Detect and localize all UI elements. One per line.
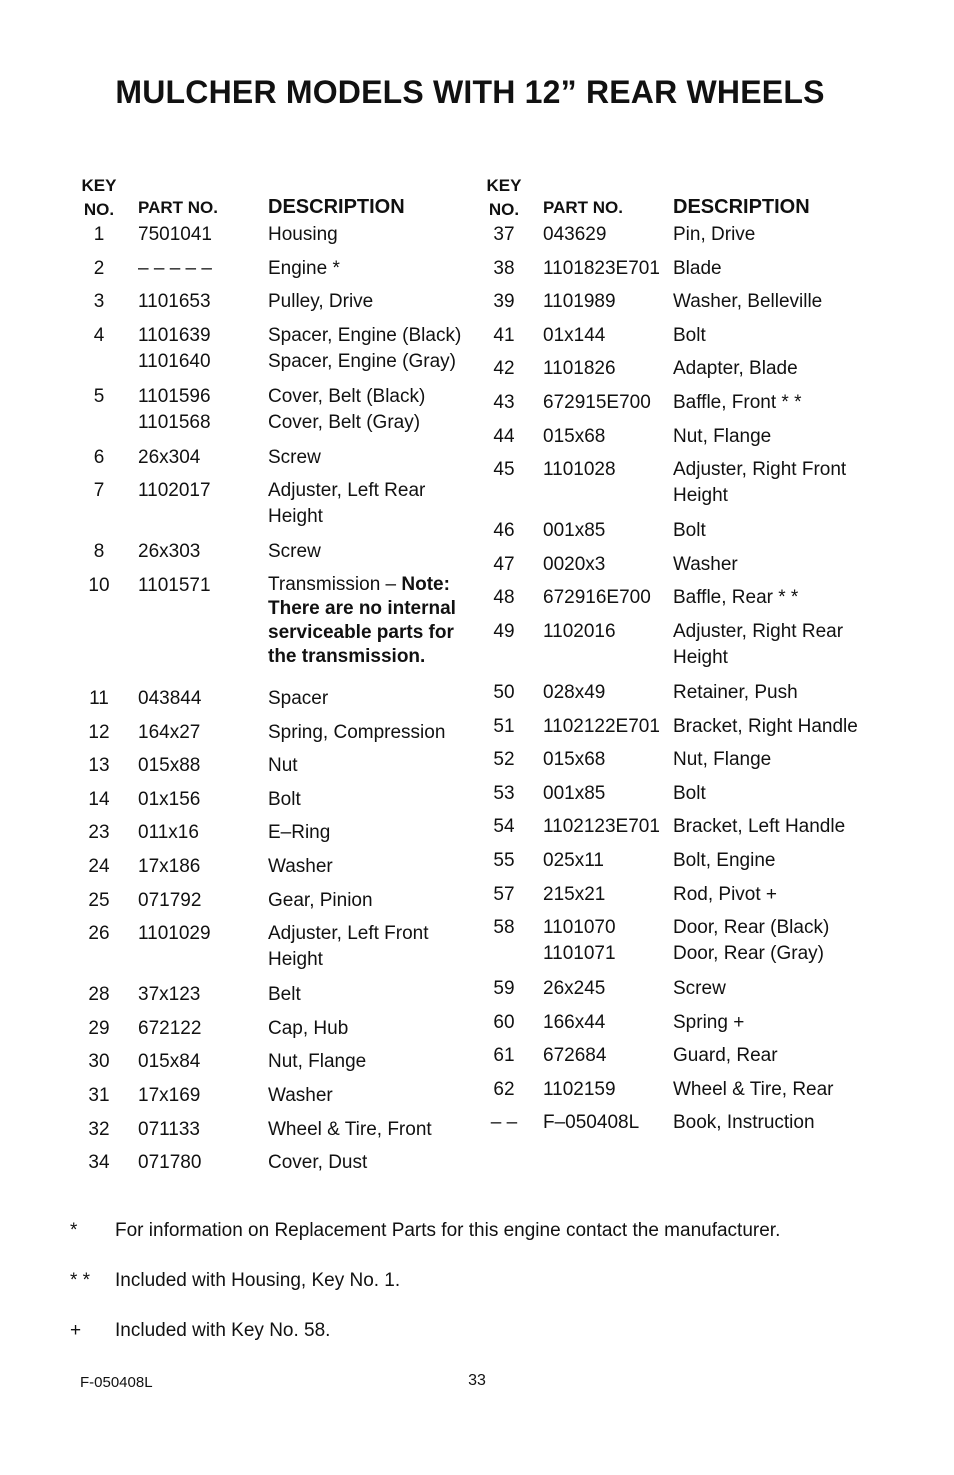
part-no: 1101826 <box>543 358 616 380</box>
table-row <box>485 256 905 290</box>
footnote-symbol: * <box>70 1220 78 1241</box>
key-no: 24 <box>88 855 110 877</box>
part-no: 001x85 <box>543 782 606 804</box>
key-no: 38 <box>493 257 515 279</box>
description: Wheel & Tire, Rear <box>673 1078 834 1100</box>
key-no: 50 <box>493 681 515 703</box>
description: Housing <box>268 224 338 245</box>
table-row <box>485 1010 905 1044</box>
part-no: 26x303 <box>138 541 201 563</box>
table-row <box>80 573 500 686</box>
description: Nut <box>268 755 298 777</box>
table-row <box>485 747 905 781</box>
description: Baffle, Rear * * <box>673 587 799 609</box>
page-title: MULCHER MODELS WITH 12” REAR WHEELS <box>115 74 825 110</box>
key-no: 44 <box>493 425 515 447</box>
page-number: 33 <box>468 1372 486 1389</box>
table-row <box>80 1117 500 1151</box>
description: Washer <box>268 1084 333 1106</box>
description: Screw <box>268 446 321 468</box>
table-row <box>485 1043 905 1077</box>
description <box>268 573 508 669</box>
part-no: 672915E700 <box>543 391 651 413</box>
part-no: 015x68 <box>543 749 606 771</box>
description: Adjuster, Right Rear Height <box>673 620 844 668</box>
table-row <box>485 915 905 976</box>
key-no: 32 <box>88 1118 110 1140</box>
description: Cover, Belt (Black) Cover, Belt (Gray) <box>268 385 426 433</box>
table-row <box>80 921 500 982</box>
key-no: 3 <box>93 291 105 313</box>
description: Nut, Flange <box>673 425 772 447</box>
table-row <box>485 1110 905 1144</box>
key-no: 30 <box>88 1051 110 1073</box>
description: Adjuster, Left Rear Height <box>268 480 426 528</box>
key-no: 29 <box>88 1017 110 1039</box>
part-no: 672122 <box>138 1017 202 1039</box>
key-no: 26 <box>88 923 110 945</box>
part-no: 1101571 <box>138 574 211 596</box>
key-no: 54 <box>493 816 515 838</box>
footnote <box>70 1270 890 1320</box>
table-row <box>485 356 905 390</box>
table-row <box>485 585 905 619</box>
description: Book, Instruction <box>673 1112 815 1134</box>
description: Engine * <box>268 257 340 279</box>
key-no: 49 <box>493 620 515 642</box>
description: E–Ring <box>268 822 331 844</box>
key-no: 53 <box>493 782 515 804</box>
part-no: 1101070 1101071 <box>543 917 616 965</box>
key-no: 7 <box>93 480 105 502</box>
part-no: 011x16 <box>138 822 199 844</box>
table-row <box>485 814 905 848</box>
description: Bolt <box>268 788 301 810</box>
key-no: 1 <box>93 224 105 245</box>
part-no: 164x27 <box>138 721 201 743</box>
part-no: 166x44 <box>543 1011 606 1033</box>
key-no: 46 <box>493 520 515 542</box>
description: Adjuster, Left Front Height <box>268 923 429 971</box>
part-no: 025x11 <box>543 849 604 871</box>
part-no: 215x21 <box>543 883 606 905</box>
key-no: 31 <box>88 1084 110 1106</box>
key-no: 61 <box>493 1045 515 1067</box>
table-row <box>485 680 905 714</box>
part-no: 17x169 <box>138 1084 201 1106</box>
key-no: 13 <box>88 755 110 777</box>
key-no: 42 <box>493 358 515 380</box>
table-row <box>80 539 500 573</box>
key-no: 55 <box>493 849 515 871</box>
part-no: 1101653 <box>138 291 211 313</box>
key-no: 41 <box>493 324 515 346</box>
footnotes <box>70 1220 890 1370</box>
part-no: 17x186 <box>138 855 201 877</box>
key-no: 28 <box>88 984 110 1006</box>
footnote-symbol: + <box>70 1320 82 1341</box>
description: Pulley, Drive <box>268 291 374 313</box>
description: Spring, Compression <box>268 721 446 743</box>
description: Spacer <box>268 687 329 709</box>
description: Cover, Dust <box>268 1152 368 1174</box>
key-no: 39 <box>493 291 515 313</box>
table-row <box>485 457 905 518</box>
key-no: 6 <box>93 446 105 468</box>
description: Wheel & Tire, Front <box>268 1118 432 1140</box>
table-row <box>80 720 500 754</box>
description: Gear, Pinion <box>268 889 373 911</box>
key-no: 12 <box>88 721 110 743</box>
table-row <box>485 289 905 323</box>
part-no: 015x68 <box>543 425 606 447</box>
part-no: 672916E700 <box>543 587 651 609</box>
key-no: 4 <box>93 324 105 346</box>
footnote <box>70 1320 890 1370</box>
table-row <box>80 478 500 539</box>
table-row <box>485 882 905 916</box>
key-no: 11 <box>89 687 109 709</box>
table-row <box>80 787 500 821</box>
footnote <box>70 1220 890 1270</box>
key-no: 47 <box>493 553 515 575</box>
part-no: 26x304 <box>138 446 201 468</box>
description-text: Transmission – <box>268 573 402 595</box>
key-no: 5 <box>93 385 105 407</box>
part-no: 015x88 <box>138 755 201 777</box>
table-row <box>80 384 500 445</box>
table-row <box>485 619 905 680</box>
table-row <box>485 848 905 882</box>
header-description: DESCRIPTION <box>268 196 405 218</box>
table-row <box>485 781 905 815</box>
description: Retainer, Push <box>673 681 798 703</box>
part-no: 1101028 <box>543 459 616 481</box>
table-row <box>485 518 905 552</box>
key-no: 23 <box>88 822 110 844</box>
description: Adapter, Blade <box>673 358 798 380</box>
description: Nut, Flange <box>673 749 772 771</box>
key-no: 10 <box>88 574 110 596</box>
key-no: 60 <box>493 1011 515 1033</box>
table-row <box>80 854 500 888</box>
description: Bracket, Right Handle <box>673 715 858 737</box>
table-row <box>80 289 500 323</box>
part-no: 1101639 1101640 <box>138 324 211 372</box>
description: Washer <box>268 855 333 877</box>
key-no: – – <box>490 1112 518 1134</box>
header-part-no: PART NO. <box>138 198 218 217</box>
part-no: 071133 <box>138 1118 200 1140</box>
parts-table-right <box>485 170 905 1144</box>
key-no: 45 <box>493 459 515 481</box>
table-row <box>80 982 500 1016</box>
description: Bolt, Engine <box>673 849 776 871</box>
document-code: F-050408L <box>80 1374 153 1391</box>
part-no: 1101029 <box>138 923 211 945</box>
footnote-symbol: * * <box>70 1270 91 1291</box>
table-row <box>80 753 500 787</box>
key-no: 48 <box>493 587 515 609</box>
table-row <box>485 552 905 586</box>
key-no: 58 <box>493 917 515 939</box>
part-no: 1101596 1101568 <box>138 385 211 433</box>
header-description: DESCRIPTION <box>673 196 810 218</box>
header-key-no: KEY NO. <box>486 176 522 219</box>
table-row <box>485 714 905 748</box>
key-no: 25 <box>88 889 110 911</box>
part-no: 01x156 <box>138 788 201 810</box>
description: Baffle, Front * * <box>673 391 802 413</box>
part-no: 1102016 <box>543 620 616 642</box>
part-no: 1102123E701 <box>543 816 660 838</box>
table-body <box>80 222 500 1184</box>
part-no: 001x85 <box>543 520 606 542</box>
footnote-text: For information on Replacement Parts for this engine contact the manufacturer. <box>115 1220 781 1241</box>
table-row <box>80 686 500 720</box>
header-part-no: PART NO. <box>543 198 623 217</box>
part-no: 043844 <box>138 687 202 709</box>
part-no: 0020x3 <box>543 553 606 575</box>
description-note: Note: There are no internal serviceable parts for the transmission. <box>268 573 456 667</box>
description: Washer, Belleville <box>673 291 823 313</box>
key-no: 43 <box>493 391 515 413</box>
description: Bolt <box>673 782 706 804</box>
part-no: 37x123 <box>138 984 201 1006</box>
part-no: 672684 <box>543 1045 607 1067</box>
description: Belt <box>268 984 301 1006</box>
key-no: 51 <box>493 715 515 737</box>
table-row <box>485 222 905 256</box>
table-row <box>80 1083 500 1117</box>
part-no: 26x245 <box>543 978 606 1000</box>
table-row <box>80 445 500 479</box>
description: Door, Rear (Black) Door, Rear (Gray) <box>673 917 830 965</box>
table-row <box>485 424 905 458</box>
table-row <box>80 323 500 384</box>
table-row <box>80 1150 500 1184</box>
key-no: 34 <box>88 1152 110 1174</box>
key-no: 52 <box>493 749 515 771</box>
part-no: 071780 <box>138 1152 202 1174</box>
part-no: 7501041 <box>138 224 212 245</box>
table-row <box>80 820 500 854</box>
table-row <box>80 1016 500 1050</box>
part-no: 01x144 <box>543 324 606 346</box>
table-row <box>485 390 905 424</box>
table-row <box>80 888 500 922</box>
description: Cap, Hub <box>268 1017 349 1039</box>
table-header <box>80 170 500 222</box>
parts-table-left <box>80 170 500 1184</box>
key-no: 62 <box>493 1078 515 1100</box>
table-row <box>80 222 500 256</box>
description: Nut, Flange <box>268 1051 367 1073</box>
part-no: 028x49 <box>543 681 606 703</box>
table-body <box>485 222 905 1144</box>
key-no: 8 <box>93 541 105 563</box>
description: Pin, Drive <box>673 224 756 245</box>
description: Bolt <box>673 520 706 542</box>
table-header <box>485 170 905 222</box>
part-no: 043629 <box>543 224 607 245</box>
part-no: F–050408L <box>543 1112 640 1134</box>
description: Screw <box>268 541 321 563</box>
description: Rod, Pivot + <box>673 883 778 905</box>
table-row <box>485 1077 905 1111</box>
footnote-text: Included with Housing, Key No. 1. <box>115 1270 401 1291</box>
description: Bracket, Left Handle <box>673 816 846 838</box>
key-no: 57 <box>493 883 515 905</box>
description: Guard, Rear <box>673 1045 778 1067</box>
table-row <box>485 976 905 1010</box>
part-no: 1101989 <box>543 291 616 313</box>
description: Spacer, Engine (Black) Spacer, Engine (Gray) <box>268 324 462 372</box>
description: Bolt <box>673 324 706 346</box>
header-key-no: KEY NO. <box>81 176 117 219</box>
description: Screw <box>673 978 726 1000</box>
description: Spring + <box>673 1011 745 1033</box>
part-no: 015x84 <box>138 1051 201 1073</box>
description: Adjuster, Right Front Height <box>673 459 847 507</box>
description: Washer <box>673 553 738 575</box>
footnote-text: Included with Key No. 58. <box>115 1320 331 1341</box>
table-row <box>80 1049 500 1083</box>
description: Blade <box>673 257 722 279</box>
table-row <box>80 256 500 290</box>
part-no: 1101823E701 <box>543 257 660 279</box>
part-no: 1102122E701 <box>543 715 660 737</box>
part-no: 1102017 <box>138 480 211 502</box>
part-no: – – – – – <box>138 257 212 279</box>
key-no: 2 <box>93 257 105 279</box>
part-no: 071792 <box>138 889 202 911</box>
table-row <box>485 323 905 357</box>
part-no: 1102159 <box>543 1078 616 1100</box>
key-no: 37 <box>493 224 515 245</box>
key-no: 14 <box>88 788 110 810</box>
key-no: 59 <box>493 978 515 1000</box>
